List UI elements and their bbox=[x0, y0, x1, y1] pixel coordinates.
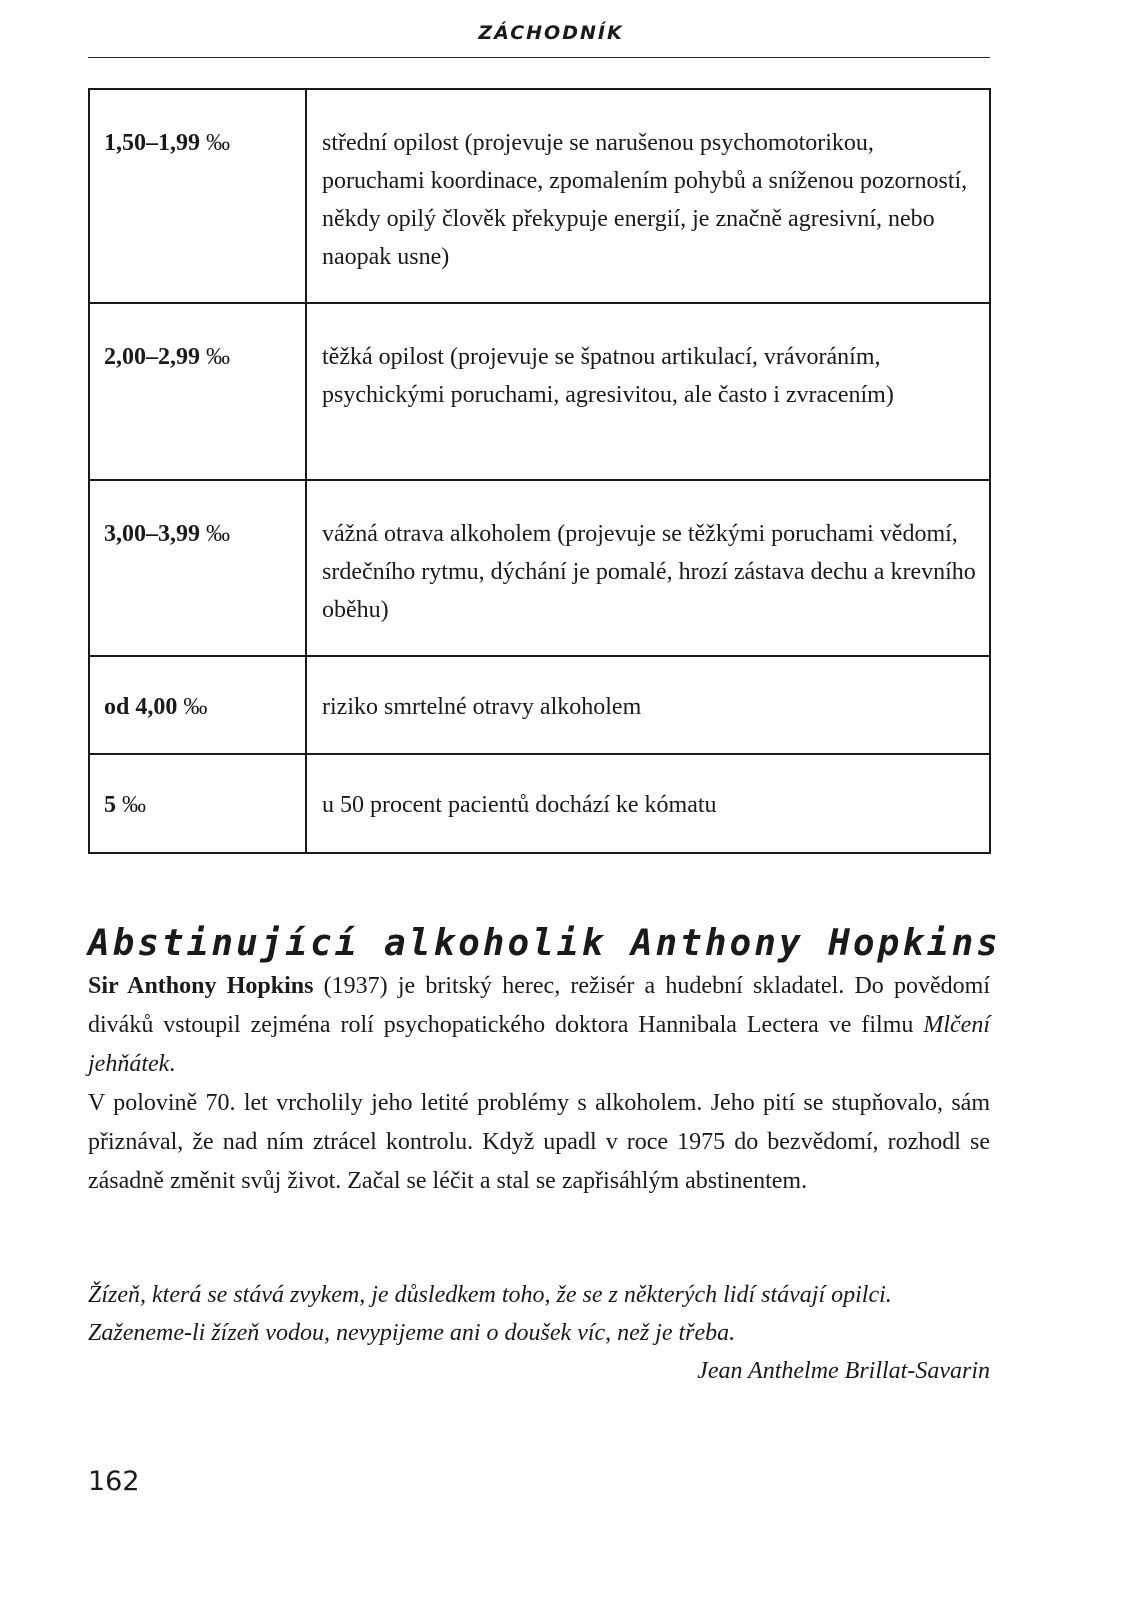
description-cell: riziko smrtelné otravy alkoholem bbox=[306, 656, 990, 754]
film-title: Mlčení jehňátek bbox=[88, 1012, 990, 1077]
person-name: Sir Anthony Hopkins bbox=[88, 973, 314, 999]
quote-block bbox=[88, 1276, 990, 1390]
running-head: ZÁCHODNÍK bbox=[478, 22, 624, 44]
history-text: V polovině 70. let vrcholily jeho letité problémy s alkoholem. Jeho pití se stupňovalo, sám přiznával, že nad ním ztrácel kontrolu. Když upadl v roce 1975 do bezvědomí, rozhodl se zásadně změnit svůj život. Začal se léčit a stal se zapřisáhlým abstinentem. bbox=[88, 1090, 990, 1194]
description-cell: u 50 procent pacientů dochází ke kómatu bbox=[306, 754, 990, 853]
level-unit: ‰ bbox=[183, 694, 208, 720]
intro-text-end: . bbox=[169, 1051, 176, 1077]
level-value: 1,50–1,99 bbox=[104, 130, 200, 156]
page-number: 162 bbox=[88, 1466, 140, 1497]
table-row bbox=[89, 754, 990, 853]
alcohol-level-table bbox=[88, 88, 991, 854]
level-value: 2,00–2,99 bbox=[104, 344, 200, 370]
quote-author: Jean Anthelme Brillat-Savarin bbox=[697, 1358, 990, 1384]
description-cell: těžká opilost (projevuje se špatnou artikulací, vrávoráním, psychickými poruchami, agresivitou, ale často i zvracením) bbox=[306, 303, 990, 480]
description-cell: střední opilost (projevuje se narušenou psychomotorikou, poruchami koordinace, zpomalením pohybů a sníženou pozorností, někdy opilý člověk překypuje energií, je značně agresivní, nebo naopak usne) bbox=[306, 89, 990, 303]
table-row bbox=[89, 303, 990, 480]
level-cell bbox=[89, 656, 306, 754]
level-unit: ‰ bbox=[206, 521, 230, 547]
level-cell bbox=[89, 480, 306, 656]
intro-text: (1937) je britský herec, režisér a hudební skladatel. Do povědomí diváků vstoupil zejména rolí psychopatického doktora Hannibala Lectera ve filmu bbox=[88, 973, 990, 1038]
paragraph-history bbox=[88, 1084, 990, 1201]
table-row bbox=[89, 89, 990, 303]
section-title: Abstinující alkoholik Anthony Hopkins bbox=[88, 923, 1001, 964]
level-cell bbox=[89, 303, 306, 480]
table-row bbox=[89, 656, 990, 754]
level-unit: ‰ bbox=[122, 792, 146, 818]
table-row bbox=[89, 480, 990, 656]
level-cell bbox=[89, 89, 306, 303]
description-cell: vážná otrava alkoholem (projevuje se těžkými poruchami vědomí, srdečního rytmu, dýchání je pomalé, hrozí zástava dechu a krevního oběhu) bbox=[306, 480, 990, 656]
quote-line-1: Žízeň, která se stává zvykem, je důsledkem toho, že se z některých lidí stávají opilci. bbox=[88, 1282, 892, 1308]
level-unit: ‰ bbox=[206, 130, 230, 156]
level-value: 3,00–3,99 bbox=[104, 521, 200, 547]
level-value: 5 bbox=[104, 792, 116, 818]
paragraph-intro bbox=[88, 967, 990, 1084]
header-rule bbox=[88, 57, 990, 58]
level-cell bbox=[89, 754, 306, 853]
level-value: od 4,00 bbox=[104, 694, 178, 720]
quote-line-2: Zaženeme-li žízeň vodou, nevypijeme ani o doušek víc, než je třeba. bbox=[88, 1320, 736, 1346]
level-unit: ‰ bbox=[206, 344, 230, 370]
